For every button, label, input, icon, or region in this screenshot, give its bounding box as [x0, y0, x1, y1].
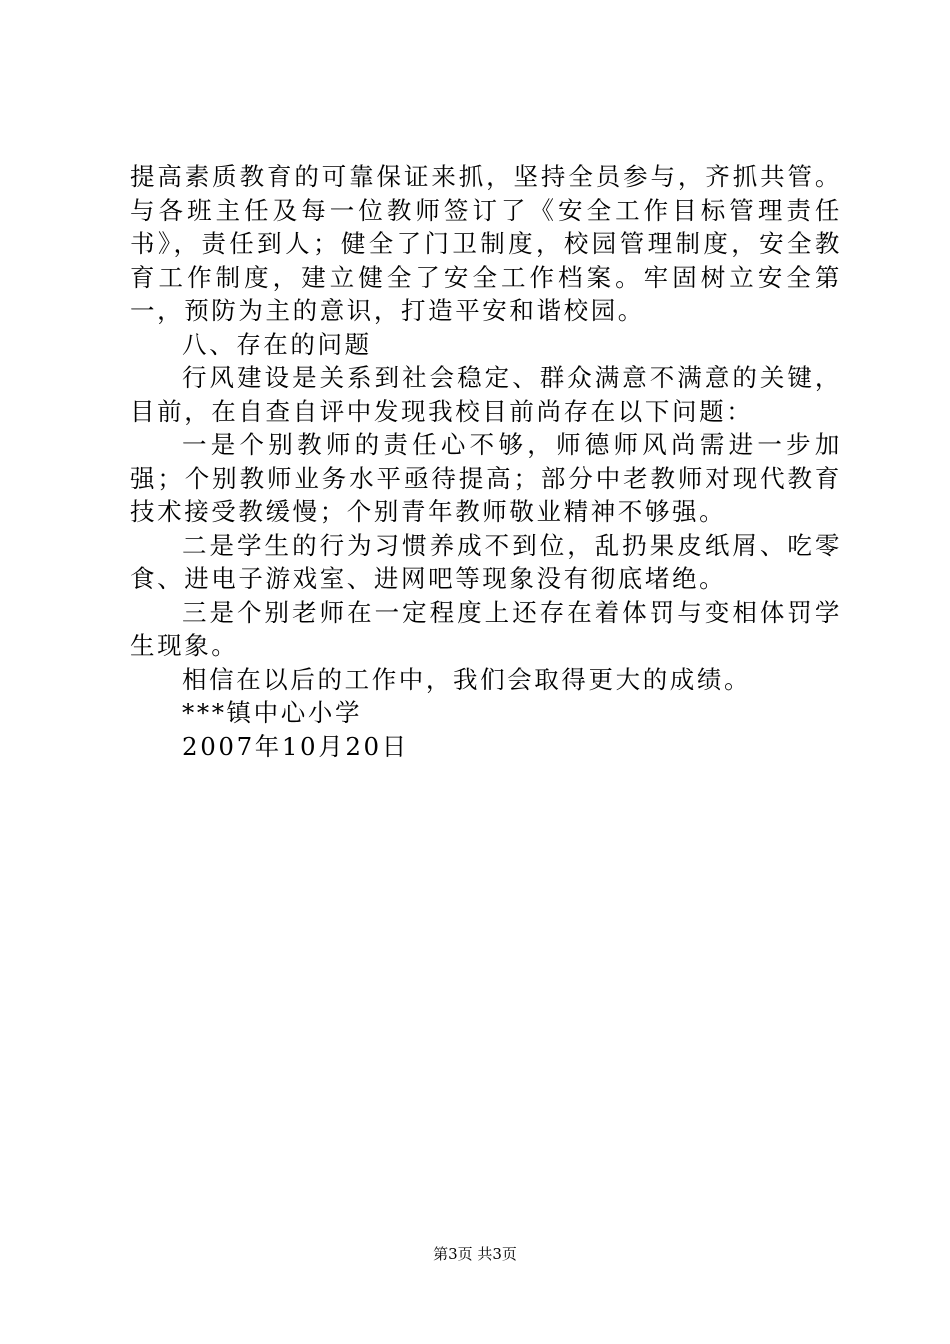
paragraph-safety-management: 提高素质教育的可靠保证来抓，坚持全员参与，齐抓共管。与各班主任及每一位教师签订了《安全工作目标管理责任书》，责任到人；健全了门卫制度，校园管理制度，安全教育工作制度，建立健全了安全工作档案。牢固树立安全第一，预防为主的意识，打造平安和谐校园。: [130, 162, 842, 325]
signature-date: 2007年10月20日: [182, 731, 409, 761]
signature-school: ***镇中心小学: [182, 698, 363, 727]
paragraph-problem-three: 三是个别老师在一定程度上还存在着体罚与变相体罚学生现象。: [130, 597, 842, 660]
section-heading-problems: 八、存在的问题: [182, 329, 372, 359]
paragraph-problem-two: 二是学生的行为习惯养成不到位，乱扔果皮纸屑、吃零食、进电子游戏室、进网吧等现象没有彻底堵绝。: [130, 530, 842, 593]
page-number-footer: 第3页 共3页: [433, 1245, 517, 1263]
paragraph-problem-one: 一是个别教师的责任心不够，师德师风尚需进一步加强；个别教师业务水平亟待提高；部分中老教师对现代教育技术接受教缓慢；个别青年教师敬业精神不够强。: [130, 430, 842, 526]
paragraph-closing: 相信在以后的工作中，我们会取得更大的成绩。: [182, 664, 752, 694]
document-body: [130, 160, 842, 763]
paragraph-self-review: 行风建设是关系到社会稳定、群众满意不满意的关键，目前，在自查自评中发现我校目前尚存在以下问题：: [130, 363, 842, 426]
